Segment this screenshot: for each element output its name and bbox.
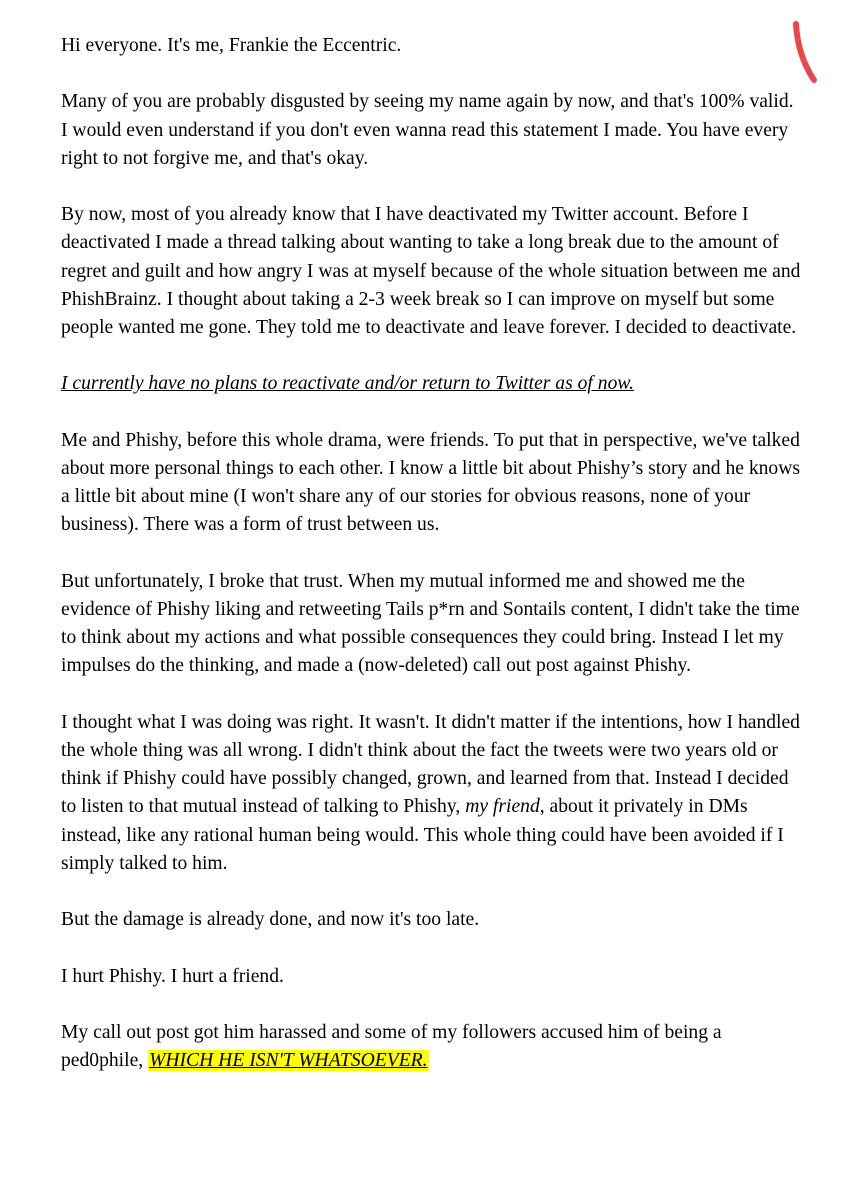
paragraph-8: [61, 1019, 801, 1075]
paragraph-8-text: My call out post got him harassed and some of my followers accused him of being a ped0phile,: [61, 1021, 722, 1072]
paragraph-3: Me and Phishy, before this whole drama, were friends. To put that in perspective, we've talked about more personal things to each other. I know a little bit about Phishy’s story and he knows a little bit about mine (I won't share any of our stories for obvious reasons, none of your business). There was a form of trust between us.: [61, 429, 801, 536]
paragraph-5: [61, 709, 801, 878]
highlighted-statement: WHICH HE ISN'T WHATSOEVER.: [149, 1050, 428, 1072]
paragraph-5-text-end: , about it privately in DMs instead, like any rational human being would. This whole thing could have been avoided if I simply talked to him.: [61, 796, 784, 874]
statement-text: [61, 32, 801, 1104]
paragraph-5-text-start: I thought what I was doing was right. It wasn't. It didn't matter if the intentions, how I handled the whole thing was all wrong. I didn't think about the fact the tweets were two years old or think if Phishy could have possibly changed, grown, and learned from that. Instead I decided to listen to that mutual instead of talking to Phishy,: [61, 711, 800, 818]
emphasis-my-friend: my friend: [465, 796, 540, 818]
paragraph-6: But the damage is already done, and now it's too late.: [61, 909, 480, 931]
paragraph-1: Many of you are probably disgusted by seeing my name again by now, and that's 100% valid. I would even understand if you don't even wanna read this statement I made. You have every right to not forgive me, and that's okay.: [61, 91, 794, 169]
paragraph-7: I hurt Phishy. I hurt a friend.: [61, 965, 284, 987]
twitter-notice: I currently have no plans to reactivate and/or return to Twitter as of now.: [61, 373, 634, 395]
paragraph-2: By now, most of you already know that I have deactivated my Twitter account. Before I deactivated I made a thread talking about wanting to take a long break due to the amount of regret and guilt and how angry I was at myself because of the whole situation between me and PhishBrainz. I thought about taking a 2-3 week break so I can improve on myself but some people wanted me gone. They told me to deactivate and leave forever. I decided to deactivate.: [61, 204, 801, 338]
greeting-line: Hi everyone. It's me, Frankie the Eccentric.: [61, 35, 402, 56]
paragraph-4: But unfortunately, I broke that trust. When my mutual informed me and showed me the evidence of Phishy liking and retweeting Tails p*rn and Sontails content, I didn't take the time to think about my actions and what possible consequences they could bring. Instead I let my impulses do the thinking, and made a (now-deleted) call out post against Phishy.: [61, 570, 800, 677]
